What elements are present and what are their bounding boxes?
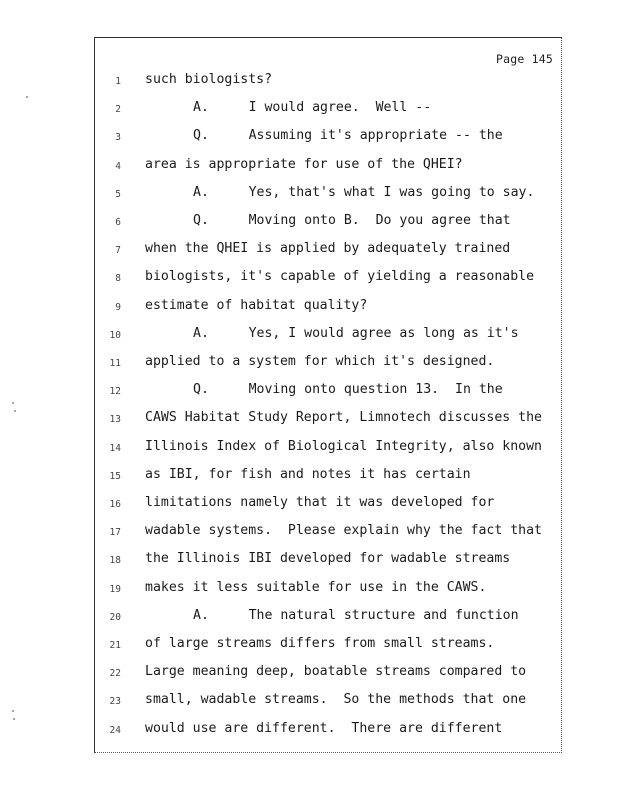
line-text: small, wadable streams. So the methods that one [145,692,527,708]
line-text: A. Yes, I would agree as long as it's [193,325,519,341]
transcript-line [95,157,561,177]
line-text: Illinois Index of Biological Integrity, also known [145,438,542,454]
line-number: 2 [115,104,121,116]
transcript-line [95,382,561,402]
transcript-line [95,213,561,233]
transcript-line [95,467,561,487]
line-text: CAWS Habitat Study Report, Limnotech discusses the [145,410,542,426]
line-number: 16 [109,499,121,510]
transcript-line [95,523,561,543]
line-number: 12 [109,386,121,398]
transcript-line [95,551,561,571]
line-number: 6 [115,217,121,228]
transcript-line [95,664,561,684]
line-text: A. The natural structure and function [193,607,519,623]
line-number: 1 [115,76,121,87]
transcript-line [95,185,561,205]
line-number: 5 [115,188,121,200]
line-text: estimate of habitat quality? [145,297,368,313]
page-number: Page 145 [496,52,553,66]
line-number: 15 [109,470,121,482]
margin-speck [26,96,28,98]
line-number: 4 [115,160,121,172]
transcript-line [95,269,561,289]
line-number: 8 [115,273,121,285]
transcript-page [94,37,562,753]
line-text: Q. Moving onto question 13. In the [193,382,503,398]
line-text: as IBI, for fish and notes it has certain [145,466,471,482]
line-text: limitations namely that it was developed for [145,495,495,510]
line-text: Large meaning deep, boatable streams compared to [145,664,527,680]
transcript-line [95,241,561,261]
transcript-line [95,72,561,92]
margin-speck [13,718,15,720]
line-number: 18 [109,555,121,567]
transcript-line [95,580,561,600]
line-text: would use are different. There are different [145,720,503,736]
line-number: 17 [109,527,121,539]
line-number: 11 [109,358,121,369]
transcript-line [95,410,561,430]
line-text: applied to a system for which it's designed. [145,354,495,369]
line-text: area is appropriate for use of the QHEI? [145,156,463,172]
line-number: 24 [109,724,121,736]
line-text: wadable systems. Please explain why the fact that [145,523,542,539]
line-number: 14 [109,442,121,454]
transcript-line [95,495,561,515]
line-text: Q. Moving onto B. Do you agree that [193,213,511,228]
line-text: when the QHEI is applied by adequately trained [145,241,511,257]
line-number: 9 [115,301,121,313]
transcript-line [95,128,561,148]
transcript-line [95,721,561,741]
line-number: 13 [109,414,121,426]
line-text: of large streams differs from small streams. [145,636,495,651]
line-number: 10 [109,329,121,341]
transcript-line [95,608,561,628]
line-text: A. I would agree. Well -- [193,100,432,116]
line-number: 7 [115,245,121,257]
line-text: A. Yes, that's what I was going to say. [193,184,535,200]
line-text: biologists, it's capable of yielding a reasonable [145,269,535,285]
line-number: 20 [109,611,121,623]
line-number: 22 [109,668,121,680]
line-number: 3 [115,132,121,144]
margin-speck [12,402,14,404]
line-text: such biologists? [145,72,273,87]
transcript-line [95,326,561,346]
transcript-line [95,354,561,374]
line-number: 23 [109,696,121,708]
transcript-line [95,298,561,318]
transcript-line [95,100,561,120]
transcript-line [95,636,561,656]
line-number: 21 [109,640,121,651]
line-text: makes it less suitable for use in the CAWS. [145,579,487,595]
margin-speck [14,410,16,412]
margin-speck [12,710,14,712]
transcript-line [95,439,561,459]
transcript-line [95,692,561,712]
line-number: 19 [109,583,121,595]
line-text: the Illinois IBI developed for wadable streams [145,551,511,567]
line-text: Q. Assuming it's appropriate -- the [193,128,503,144]
